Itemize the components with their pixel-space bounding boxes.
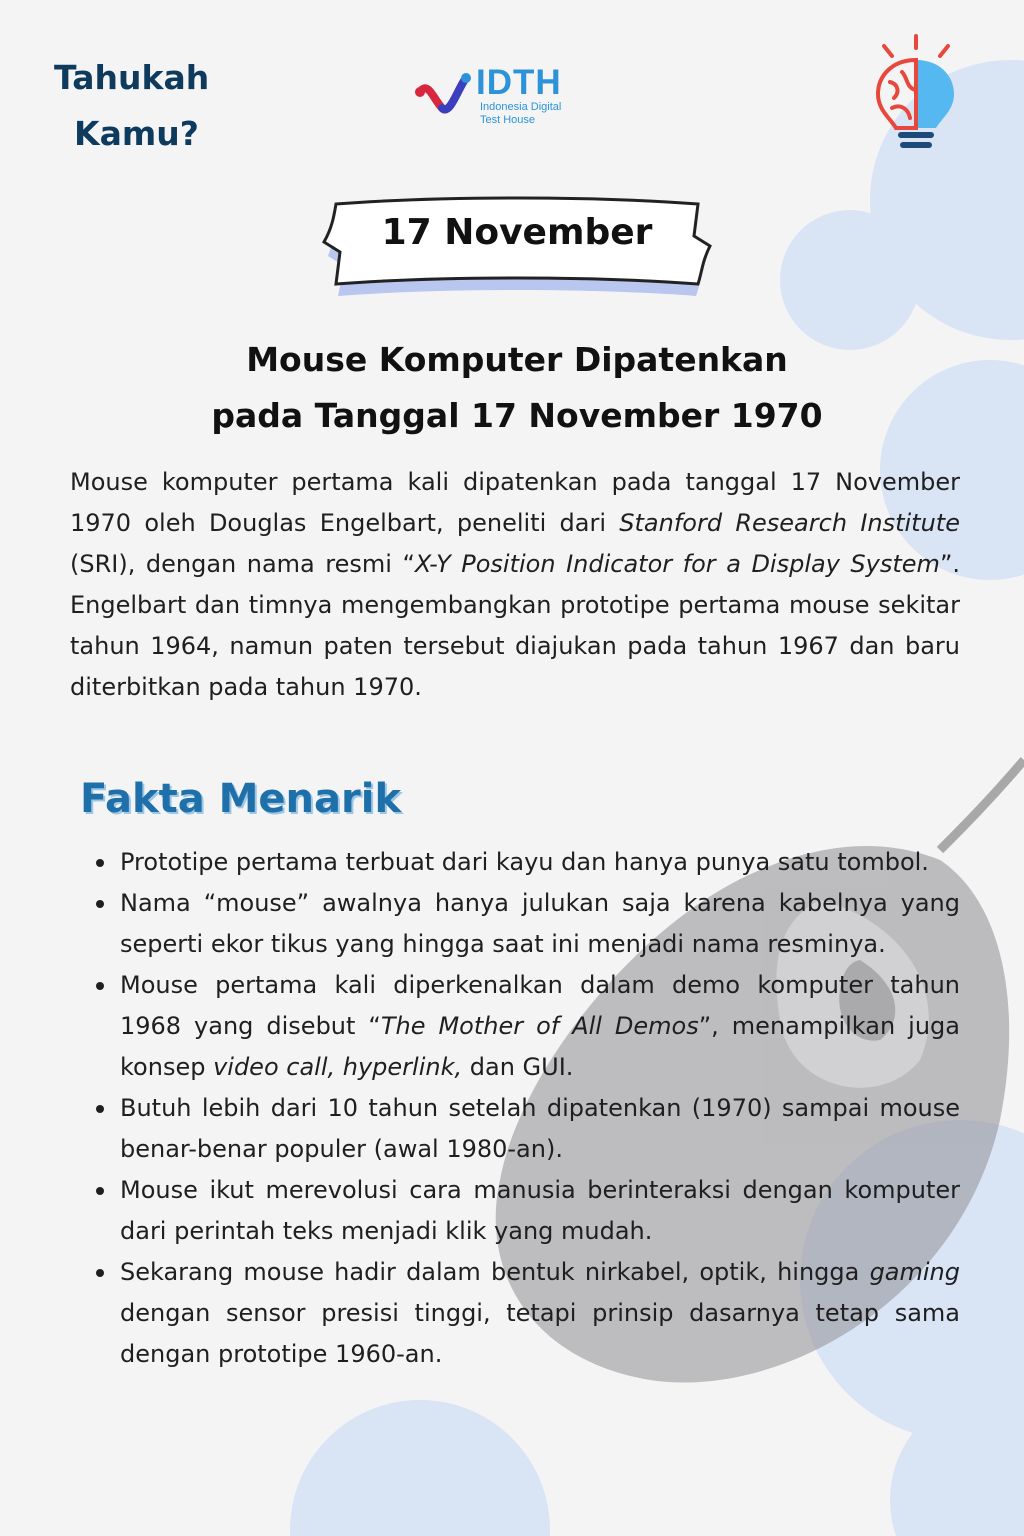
intro-text-3: ”. Engelbart dan timnya mengembangkan prototipe pertama mouse sekitar tahun 1964, namun paten tersebut diajukan pada tahun 1967 dan baru diterbitkan pada tahun 1970. [70,550,960,701]
list-item [120,1170,960,1252]
date-banner-text: 17 November [381,212,653,253]
list-item [120,1252,960,1375]
fact-text: Butuh lebih dari 10 tahun setelah dipatenkan (1970) sampai mouse benar-benar populer (awal 1980-an). [120,1094,960,1163]
tagline-line-2: Kamu? [74,114,199,153]
list-item [120,883,960,965]
idth-logo [414,64,594,130]
facts-list [120,842,960,1375]
logo-subtitle [480,101,600,127]
fact-italic: The Mother of All Demos [380,1012,699,1040]
intro-text-2: (SRI), dengan nama resmi “ [70,550,415,578]
fact-italic: video call, hyperlink, [213,1053,463,1081]
fact-text: Prototipe pertama terbuat dari kayu dan hanya punya satu tombol. [120,848,929,876]
fact-italic: gaming [869,1258,960,1286]
intro-text-1: Mouse komputer pertama kali dipatenkan pada tanggal 17 November 1970 oleh Douglas Engelbart, peneliti dari [70,468,960,537]
fact-text: Sekarang mouse hadir dalam bentuk nirkabel, optik, hingga [120,1258,870,1286]
title-line-1: Mouse Komputer Dipatenkan [246,340,788,379]
date-banner [322,196,712,302]
facts-heading: Fakta Menarik [80,776,402,822]
fact-text: dan GUI. [462,1053,574,1081]
fact-text: Mouse pertama kali diperkenalkan dalam demo komputer tahun 1968 yang disebut “ [120,971,960,1040]
list-item [120,1088,960,1170]
fact-text: Mouse ikut merevolusi cara manusia berinteraksi dengan komputer dari perintah teks menjadi klik yang mudah. [120,1176,960,1245]
fact-text: Nama “mouse” awalnya hanya julukan saja karena kabelnya yang seperti ekor tikus yang hingga saat ini menjadi nama resminya. [120,889,960,958]
page-title [60,332,974,444]
tagline [54,50,209,162]
brain-lightbulb-icon [870,32,962,156]
list-item [120,842,960,883]
idth-logo-mark [414,70,476,120]
list-item [120,965,960,1088]
intro-paragraph [70,462,960,708]
intro-italic-1: Stanford Research Institute [619,509,960,537]
fact-text: dengan sensor presisi tinggi, tetapi prinsip dasarnya tetap sama dengan prototipe 1960-an. [120,1299,960,1368]
logo-subtitle-line-1: Indonesia Digital [480,101,562,113]
fact-text: ”, menampilkan juga konsep [120,1012,961,1081]
title-line-2: pada Tanggal 17 November 1970 [211,396,823,435]
intro-italic-2: X-Y Position Indicator for a Display System [414,550,940,578]
logo-name: IDTH [476,63,562,102]
tagline-line-1: Tahukah [54,58,210,97]
logo-subtitle-line-2: Test House [480,114,536,126]
